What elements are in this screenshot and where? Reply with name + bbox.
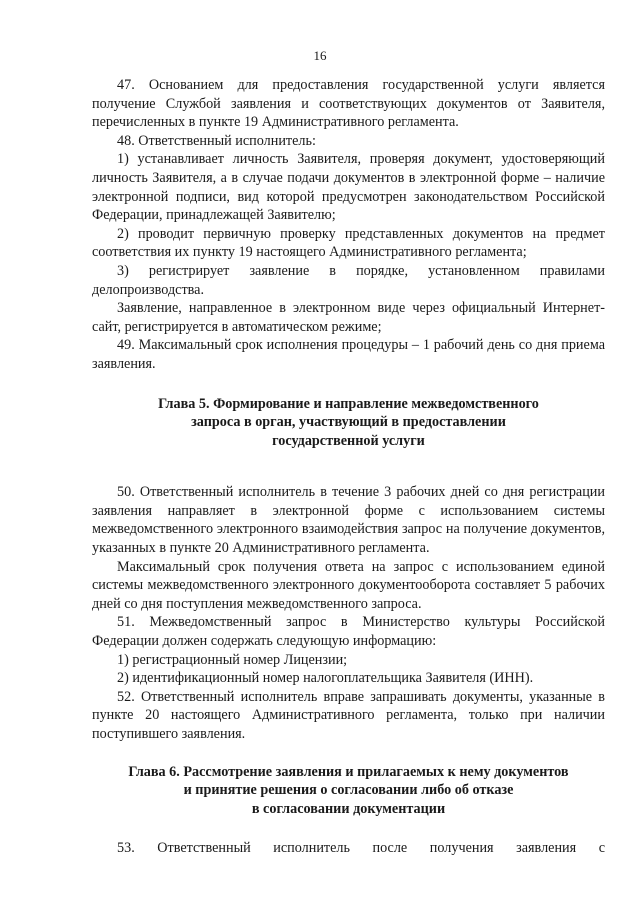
paragraph-51-item-1: 1) регистрационный номер Лицензии; [117,651,348,668]
chapter-6-heading [92,763,605,819]
paragraph-51: 51. Межведомственный запрос в Министерство культуры Российской Федерации должен содержать следующую информацию: [92,614,605,650]
chapter-6-heading-line: в согласовании документации [251,800,446,817]
document-body [92,76,605,858]
paragraph-max-response-time: Максимальный срок получения ответа на запрос с использованием единой системы межведомственного электронного документооборота составляет 5 рабочих дней со дня поступления межведомственного запроса. [92,558,605,612]
paragraph-52: 52. Ответственный исполнитель вправе запрашивать документы, указанные в пункте 20 настоящего Административного регламента, только при наличии поступившего заявления. [92,688,605,742]
section-before-chapter-5 [92,76,605,374]
section-chapter-5 [92,483,605,743]
chapter-6-heading-line: и принятие решения о согласовании либо об отказе [183,782,514,799]
paragraph-49: 49. Максимальный срок исполнения процедуры – 1 рабочий день со дня приема заявления. [92,337,605,372]
paragraph-53: 53. Ответственный исполнитель после получения заявления с [117,840,605,857]
chapter-5-heading-line: государственной услуги [272,432,425,449]
paragraph-electronic-registration: Заявление, направленное в электронном виде через официальный Интернет-сайт, регистрируется в автоматическом режиме; [92,300,605,335]
page-number: 16 [313,48,327,63]
chapter-5-heading-line: запроса в орган, участвующий в предоставлении [191,414,506,431]
paragraph-48-item-1: 1) устанавливает личность Заявителя, проверяя документ, удостоверяющий личность Заявителя, а в случае подачи документов в электронной форме – наличие электронной подписи, вид которой предусмотрен законодательством Российской Федерации, принадлежащей Заявителю; [92,151,605,224]
paragraph-48-item-3: 3) регистрирует заявление в порядке, установленном правилами делопроизводства. [92,262,605,298]
chapter-5-heading-line: Глава 5. Формирование и направление межведомственного [158,395,539,412]
paragraph-47: 47. Основанием для предоставления государственной услуги является получение Службой заявления и соответствующих документов от Заявителя, перечисленных в пункте 19 Административного регламента. [92,77,605,131]
chapter-5-heading [92,395,605,451]
chapter-6-heading-line: Глава 6. Рассмотрение заявления и прилагаемых к нему документов [128,763,569,780]
paragraph-51-item-2: 2) идентификационный номер налогоплательщика Заявителя (ИНН). [117,670,534,687]
paragraph-48-item-2: 2) проводит первичную проверку представленных документов на предмет соответствия их пункту 19 настоящего Административного регламента; [92,225,605,261]
paragraph-50: 50. Ответственный исполнитель в течение 3 рабочих дней со дня регистрации заявления направляет в электронной форме с использованием системы межведомственного электронного взаимодействия запрос на получение документов, указанных в пункте 20 Административного регламента. [92,484,605,557]
section-chapter-6 [92,839,605,858]
paragraph-48: 48. Ответственный исполнитель: [117,132,316,149]
